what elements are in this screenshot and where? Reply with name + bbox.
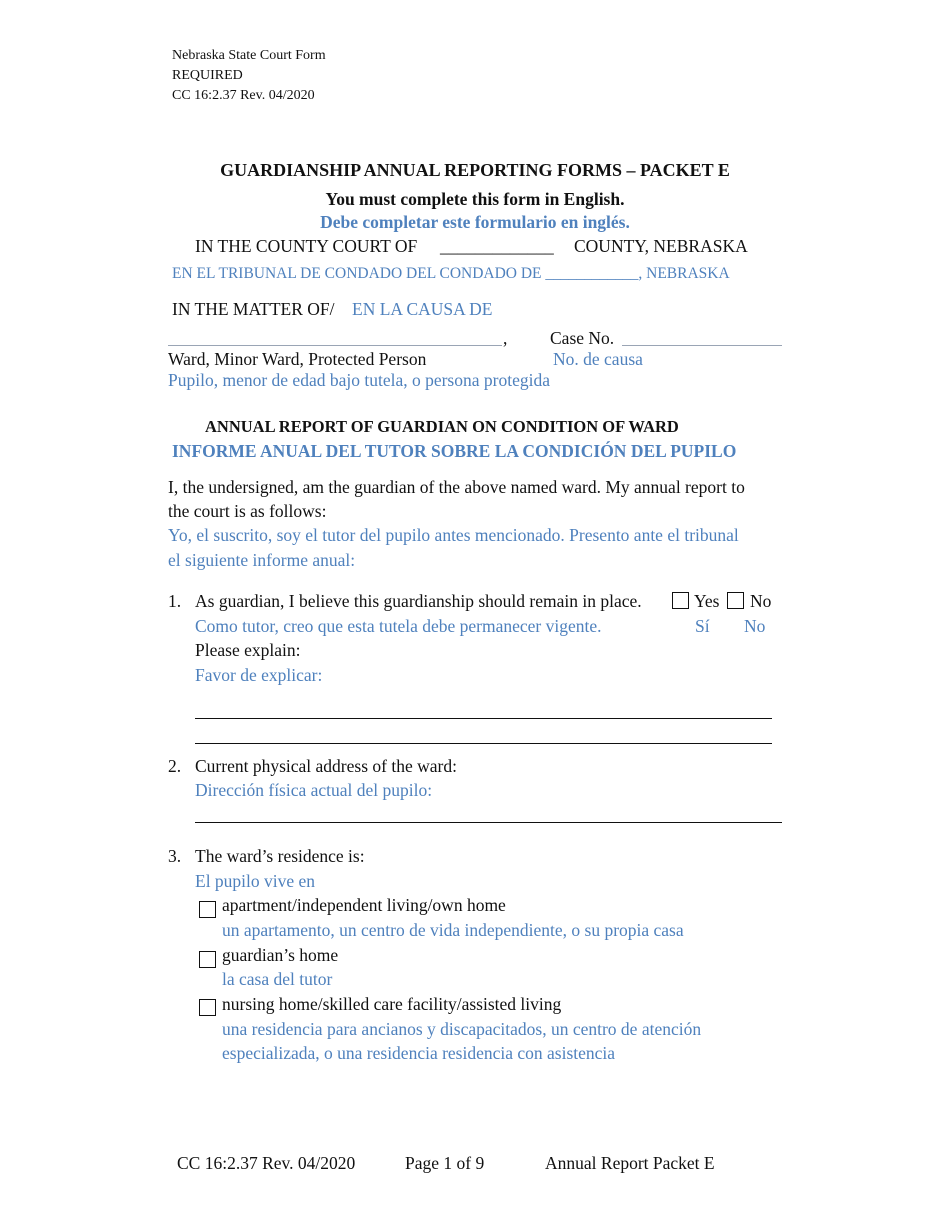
english-notice: You must complete this form in English. [325,189,625,209]
q3-option-2-label: guardian’s home [222,945,339,965]
report-title-es: INFORME ANUAL DEL TUTOR SOBRE LA CONDICIÓN DEL PUPILO [172,441,737,461]
q3-text: The ward’s residence is: [195,846,365,866]
q3-option-3-checkbox[interactable] [199,999,216,1016]
q1-yes-es: Sí [695,616,710,636]
q1-text-es: Como tutor, creo que esta tutela debe permanecer vigente. [195,616,602,636]
q1-yes-label: Yes [694,591,720,611]
ward-label-es: Pupilo, menor de edad bajo tutela, o persona protegida [168,370,550,390]
intro-line-2: the court is as follows: [168,501,327,521]
q1-no-checkbox[interactable] [727,592,744,609]
q3-option-3-es-2: especializada, o una residencia residencia con asistencia [222,1043,616,1063]
court-prefix: IN THE COUNTY COURT OF [195,236,418,256]
q2-text: Current physical address of the ward: [195,756,457,776]
ward-name-field[interactable] [168,345,502,346]
county-field[interactable]: _____________ [440,236,554,256]
footer-form-id: CC 16:2.37 Rev. 04/2020 [177,1153,356,1173]
q1-text: As guardian, I believe this guardianship should remain in place. [195,591,642,611]
case-no-field[interactable] [622,345,782,346]
intro-es-2: el siguiente informe anual: [168,550,356,570]
q1-explain-line-2[interactable] [195,743,772,744]
q3-option-3-label: nursing home/skilled care facility/assisted living [222,994,562,1014]
court-es: EN EL TRIBUNAL DE CONDADO DEL CONDADO DE ____________, NEBRASKA [172,265,730,282]
q3-option-2-checkbox[interactable] [199,951,216,968]
q3-option-1-label: apartment/independent living/own home [222,895,506,915]
page-title: GUARDIANSHIP ANNUAL REPORTING FORMS – PACKET E [220,160,730,180]
comma: , [503,328,508,348]
case-no-label: Case No. [550,328,615,348]
form-header-id: CC 16:2.37 Rev. 04/2020 [172,88,315,103]
q1-explain-es: Favor de explicar: [195,665,323,685]
ward-label: Ward, Minor Ward, Protected Person [168,349,427,369]
case-no-label-es: No. de causa [553,349,643,369]
footer-page-number: Page 1 of 9 [405,1153,485,1173]
intro-line-1: I, the undersigned, am the guardian of the above named ward. My annual report to [168,477,745,497]
q2-number: 2. [168,756,182,776]
footer-packet: Annual Report Packet E [545,1153,715,1173]
q2-address-field[interactable] [195,822,782,823]
q3-text-es: El pupilo vive en [195,871,316,891]
q1-explain-line-1[interactable] [195,718,772,719]
matter-label: IN THE MATTER OF/ [172,299,335,319]
q1-explain: Please explain: [195,640,301,660]
q3-option-1-es: un apartamento, un centro de vida independiente, o su propia casa [222,920,684,940]
q2-text-es: Dirección física actual del pupilo: [195,780,433,800]
form-header-required: REQUIRED [172,68,243,83]
matter-label-es: EN LA CAUSA DE [352,299,493,319]
q3-number: 3. [168,846,182,866]
intro-es-1: Yo, el suscrito, soy el tutor del pupilo antes mencionado. Presento ante el tribunal [168,525,739,545]
q1-number: 1. [168,591,182,611]
q1-no-es: No [744,616,766,636]
report-title: ANNUAL REPORT OF GUARDIAN ON CONDITION OF WARD [205,417,679,436]
q3-option-3-es-1: una residencia para ancianos y discapacitados, un centro de atención [222,1019,702,1039]
q3-option-1-checkbox[interactable] [199,901,216,918]
court-suffix: COUNTY, NEBRASKA [574,236,748,256]
english-notice-es: Debe completar este formulario en inglés. [320,212,630,232]
q1-no-label: No [750,591,772,611]
form-header-state: Nebraska State Court Form [172,48,326,63]
q3-option-2-es: la casa del tutor [222,969,333,989]
q1-yes-checkbox[interactable] [672,592,689,609]
